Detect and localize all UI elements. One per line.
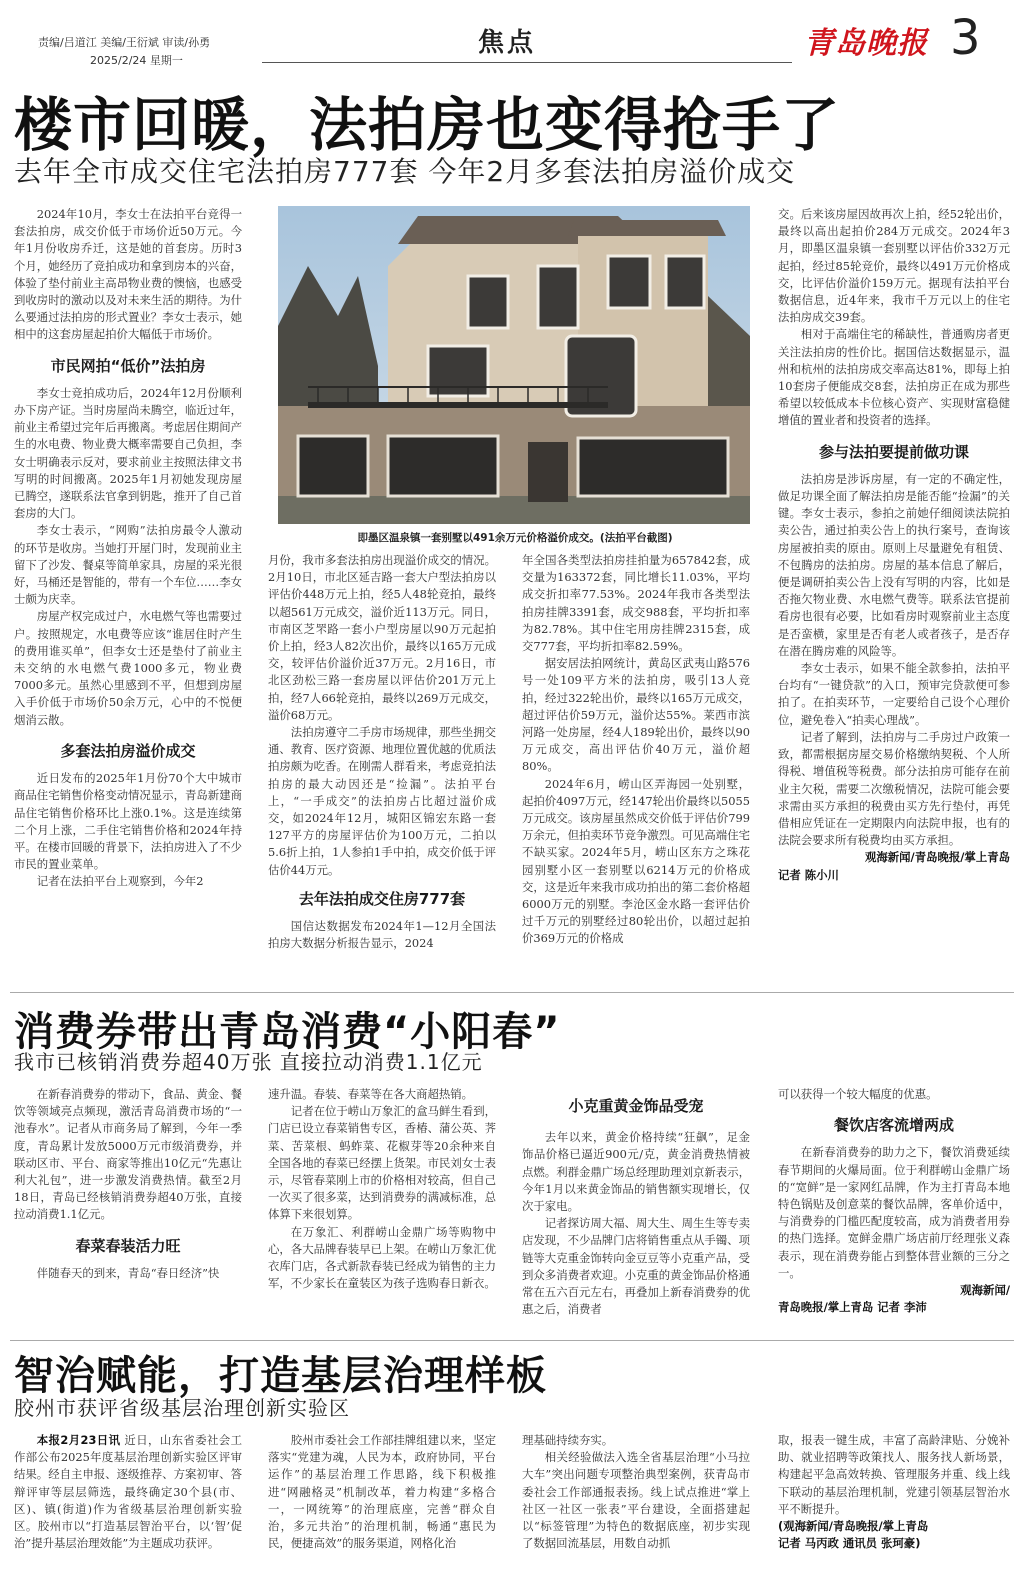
paragraph: 相关经验做法入选全省基层治理“小马拉大车”突出问题专项整治典型案例，获青岛市委社会工作部通报表扬。线上试点推进“掌上社区一社区一张表”平台建设，全面搭建起以“标签管理”为特色的数据底座，初步实现了数据回流基层，用数自动抓 xyxy=(522,1450,750,1551)
story2-column-4 xyxy=(778,1086,1010,1334)
subheadline: 去年全市成交住宅法拍房777套 今年2月多套法拍房溢价成交 xyxy=(14,155,796,188)
subheadline: 胶州市获评省级基层治理创新实验区 xyxy=(14,1396,350,1420)
paragraph: 胶州市委社会工作部挂牌组建以来，坚定落实“党建为魂，人民为本，政府协同，平台运作”的基层治理工作思路，线下积极推进“网融格灵”机制改革，着力构建“多格合一，一网统筹”的治理底座，完善“群众自治，多元共治”的治理机制，畅通“惠民为民，便捷高效”的服务渠道，网格化治 xyxy=(268,1433,496,1551)
section-subhead: 参与法拍要提前做功课 xyxy=(818,442,969,461)
editor-credits: 责编/吕道江 美编/王衍斌 审读/孙勇 xyxy=(38,36,211,49)
byline-reporter: 青岛晚报/掌上青岛 记者 李沛 xyxy=(778,1300,927,1315)
paragraph: 记者在位于崂山万象汇的盒马鲜生看到，门店已设立春菜销售专区，香椿、蒲公英、荠菜、苦菜根、蚂蚱菜、花椒芽等20余种来自全国各地的春菜已经摆上货架。市民刘女士表示，尽管春菜刚上市的价格相对较高，但自己一次买了很多菜，达到消费券的满减标准，总体算下来很划算。 xyxy=(268,1104,496,1222)
lead-paragraph: 在新春消费券的带动下，食品、黄金、餐饮等领域亮点频现，激活青岛消费市场的“一池春水”。记者从市商务局了解到，今年一季度，青岛累计发放5000万元市级消费券，并联动区市、平台、商家等推出10亿元“先惠让利大礼包”，进一步激发消费热情。截至2月18日，青岛已经核销消费券超40万张，直接拉动消费1.1亿元。 xyxy=(14,1087,242,1222)
paragraph: 国信达数据发布2024年1—12月全国法拍房大数据分析报告显示，2024 xyxy=(268,919,496,951)
byline-outlet: (观海新闻/青岛晚报/掌上青岛 xyxy=(778,1519,929,1534)
story1-column-3 xyxy=(522,552,750,982)
story1-column-1 xyxy=(14,206,242,982)
paragraph: 月份，我市多套法拍房出现溢价成交的情况。2月10日，市北区延吉路一套大户型法拍房以评估价448万元上拍，经5人48轮竞拍，最终以超561万元成交，溢价近113万元。同日，市南区芝罘路一套小户型房屋以90万元起拍价上拍，经3人82次出价，最终以165万元成交，较评估价溢价近37万元。2月16日，市北区劲松三路一套房屋以评估价201万元上拍，经7人66轮竞拍，最终以269万元成交，溢价68万元。 xyxy=(268,553,496,722)
paragraph: 交。后来该房屋因故再次上拍，经52轮出价，最终以高出起拍价284万元成交。2024年3月，即墨区温泉镇一套别墅以评估价332万元起拍，经过85轮竞价，最终以491万元价格成交，比评估价溢价159万元。据现有法拍平台数据信息，近4年来，我市千万元以上的住宅法拍房成交39套。 xyxy=(778,207,1010,325)
paragraph: 近日，山东省委社会工作部公布2025年度基层治理创新实验区评审结果。经自主申报、逐级推荐、方案初审、答辩评审等层层筛选，最终确定30个县(市、区)、镇(街道)作为省级基层治理创新实验区。胶州市以“打造基层智治平台，以‘智’促治”提升基层治理效能”为主题成功获评。 xyxy=(14,1433,242,1551)
story3-column-3 xyxy=(522,1432,750,1568)
headline: 智治赋能，打造基层治理样板 xyxy=(14,1353,547,1399)
paragraph: 速升温。春装、春菜等在各大商超热销。 xyxy=(268,1087,474,1101)
paragraph: 去年以来，黄金价格持续“狂飙”，足金饰品价格已逼近900元/克，黄金消费热情被点燃。利群金鼎广场总经理助理刘京新表示，今年1月以来黄金饰品的销售额实现增长，仅次于家电。 xyxy=(522,1130,750,1214)
story1-column-2 xyxy=(268,552,496,982)
issue-date: 2025/2/24 星期一 xyxy=(90,54,183,67)
paragraph: 理基础持续夯实。 xyxy=(522,1433,614,1447)
paragraph: 年全国各类型法拍房挂拍量为657842套，成交量为163372套，同比增长11.03%，平均成交折扣率77.53%。2024年我市各类型法拍房挂牌3391套，成交988套，平均折扣率为82.78%。其中住宅用房挂牌2315套，成交777套，平均折扣率82.59%。 xyxy=(522,553,750,654)
story1-column-4 xyxy=(778,206,1010,982)
villa-photo xyxy=(278,206,750,524)
paragraph: 李女士表示，如果不能全款参拍，法拍平台均有“一键贷款”的入口，预审完贷款便可参拍了。在拍卖环节，一定要给自己设个心理价位，避免卷入“拍卖心理战”。 xyxy=(778,661,1010,727)
paragraph: 近日发布的2025年1月份70个大中城市商品住宅销售价格变动情况显示，青岛新建商品住宅销售价格环比上涨0.1%。这是连续第二个月上涨，二手住宅销售价格和2024年持平。在楼市回暖的背景下，法拍房进入了不少市民的置业菜单。 xyxy=(14,771,242,872)
section-subhead: 小克重黄金饰品受宠 xyxy=(568,1098,704,1115)
paragraph: 据安居法拍网统计，黄岛区武夷山路576号一处109平方米的法拍房，吸引13人竞拍，经过322轮出价，最终以165万元成交，超过评估价59万元，溢价达55%。莱西市滨河路一处房屋，经4人189轮出价，最终以90万元成交，高出评估价40万元，溢价超80%。 xyxy=(522,656,750,774)
paragraph: 可以获得一个较大幅度的优惠。 xyxy=(778,1087,938,1101)
masthead-logo: 青岛晚报 xyxy=(804,26,928,61)
story2-column-1 xyxy=(14,1086,242,1334)
paragraph: 法拍房遵守二手房市场规律，那些坐拥交通、教育、医疗资源、地理位置优越的优质法拍房颇为吃香。在刚需人群看来，考虑竞拍法拍房的最大动因还是“捡漏”。法拍平台上，“一手成交”的法拍房占比超过溢价成交，如2024年12月，城阳区锦宏东路一套127平方的房屋评估价为100万元，二拍以5.6折上拍，1人参拍1手中拍，成交价低于评估价44万元。 xyxy=(268,725,496,877)
paragraph: 法拍房是涉诉房屋，有一定的不确定性，做足功课全面了解法拍房是能否能“捡漏”的关键。李女士表示，参拍之前她仔细阅读法院拍卖公告，通过拍卖公告上的执行案号，查询该房屋被拍卖的原由。原则上尽量避免有租赁、不包腾房的法拍房。房屋的基本信息了解后，便是调研拍卖公告上没有写明的内容，比如是否拖欠物业费、水电燃气费等。联系法官提前看房也很有必要，比如看房时观察前业主态度是否蛮横，家里是否有老人或者孩子，是否存在潜在腾房难的风险等。 xyxy=(778,471,1010,658)
story-divider xyxy=(10,992,1014,993)
story2-column-3 xyxy=(522,1098,750,1334)
section-subhead: 春菜春装活力旺 xyxy=(75,1236,181,1255)
section-subhead: 市民网拍“低价”法拍房 xyxy=(50,356,206,375)
story3-column-4 xyxy=(778,1432,1010,1568)
paragraph: 李女士表示，“网购”法拍房最令人激动的环节是收房。当她打开屋门时，发现前业主留下了沙发、餐桌等简单家具，房屋的采光很好，马桶还是智能的，带有一个车位……李女士颇为庆幸。 xyxy=(14,523,242,607)
paragraph: 伴随春天的到来，青岛“春日经济”快 xyxy=(36,1265,220,1280)
header-divider xyxy=(262,62,792,63)
section-subhead: 去年法拍成交住房777套 xyxy=(298,889,466,908)
story-divider xyxy=(10,1340,1014,1341)
paragraph: 记者在法拍平台上观察到，今年2 xyxy=(36,874,204,889)
byline-outlet: 观海新闻/ xyxy=(960,1283,1010,1298)
section-title: 焦点 xyxy=(478,28,537,58)
dateline: 本报2月23日讯 xyxy=(36,1433,121,1447)
story2-column-2 xyxy=(268,1086,496,1334)
byline-reporter: 记者 马丙政 通讯员 张珂豪) xyxy=(778,1536,921,1551)
page-number: 3 xyxy=(950,10,981,66)
section-subhead: 餐饮店客流增两成 xyxy=(833,1116,954,1135)
paragraph: 记者了解到，法拍房与二手房过户政策一致，都需根据房屋交易价格缴纳契税、个人所得税、增值税等税费。部分法拍房可能存在前业主欠税，需要二次缴税情况，法院可能会要求需由买方承担的税费由买方先行垫付，再凭借相应凭证在一定期限内向法院申报，也有的法院会要求所有税费均由买方承担。 xyxy=(778,729,1010,848)
lead-paragraph: 2024年10月，李女士在法拍平台竞得一套法拍房，成交价低于市场价近50万元。今年1月份收房乔迁，这是她的首套房。历时3个月，她经历了竞拍成功和拿到房本的兴奋，体验了垫付前业主高昂物业费的懊恼，也感受到收房时的激动以及对未来生活的期待。为什么要通过法拍房的形式置业？李女士表示，她相中的这套房屋起拍价大幅低于市场价。 xyxy=(14,207,242,342)
photo-caption: 即墨区温泉镇一套别墅以491余万元价格溢价成交。(法拍平台截图) xyxy=(357,532,673,544)
subheadline: 我市已核销消费券超40万张 直接拉动消费1.1亿元 xyxy=(14,1050,483,1074)
paragraph: 李女士竞拍成功后，2024年12月份顺利办下房产证。当时房屋尚未腾空，临近过年，前业主希望过完年后再搬离。考虑居住期间产生的水电费、物业费大概率需要自己负担，李女士明确表示反对，要求前业主按照法律文书写明的时间搬离。2025年1月初她发现房屋已腾空，遂联系法官拿到钥匙，推开了自己首套房的大门。 xyxy=(14,385,242,521)
byline-reporter: 记者 陈小川 xyxy=(778,867,839,882)
paragraph: 房屋产权完成过户，水电燃气等也需要过户。按照规定，水电费等应该“谁居住时产生的费用谁买单”，但李女士还是垫付了前业主未交纳的水电燃气费1000多元，物业费7000多元。虽然心里感到不平，但想到房屋入手价低于市场价50余万元，心中的不悦便烟消云散。 xyxy=(14,609,242,727)
headline: 楼市回暖，法拍房也变得抢手了 xyxy=(14,91,841,159)
paragraph: 在万象汇、利群崂山金鼎广场等购物中心，各大品牌春装早已上架。在崂山万象汇优衣库门店，各式新款春装已经成为销售的主力军，不少家长在童装区为孩子选购春日新衣。 xyxy=(268,1224,496,1291)
story3-column-1 xyxy=(14,1432,242,1568)
paragraph: 取，报表一键生成，丰富了高龄津贴、分娩补助、就业招聘等政策找人、服务找人新场景，构建起平急高效转换、管理服务并重、线上线下联动的基层治理机制，党建引领基层智治水平不断提升。 xyxy=(778,1433,1010,1516)
byline-outlet: 观海新闻/青岛晚报/掌上青岛 xyxy=(864,850,1010,865)
story3-column-2 xyxy=(268,1432,496,1568)
paragraph: 2024年6月，崂山区弄海园一处别墅，起拍价4097万元，经147轮出价最终以5055万元成交。该房屋虽然成交价低于评估价799万余元，但拍卖环节竞争激烈。可见高端住宅不缺买家。2024年5月，崂山区东方之珠花园别墅小区一套别墅以6214万元的价格成交，这是近年来我市成功拍出的第二套价格超6000万元的别墅。李沧区金水路一套评估价过千万元的别墅经过80轮出价，以超过起拍价369万元的价格成 xyxy=(522,776,750,946)
paragraph: 相对于高端住宅的稀缺性，普通购房者更关注法拍房的性价比。据国信达数据显示，温州和杭州的法拍房成交率高达81%，即每上拍10套房子便能成交8套，法拍房正在成为那些希望以较低成本卡位核心资产、实现财富稳健增值的置业者和投资者的选择。 xyxy=(778,327,1010,428)
headline: 消费券带出青岛消费“小阳春” xyxy=(14,1009,561,1055)
paragraph: 在新春消费券的助力之下，餐饮消费延续春节期间的火爆局面。位于利群崂山金鼎广场的“宽鲜”是一家网红品牌，作为主打青岛本地特色锅贴及创意菜的餐饮品牌，客单价适中，与消费券的门槛匹配度较高，成为消费者用券的热门选择。宽鲜金鼎广场店前厅经理张义森表示，现在消费券能占到整体营业额的三分之一。 xyxy=(778,1145,1010,1280)
paragraph: 记者探访周大福、周大生、周生生等专卖店发现，不少品牌门店将销售重点从手镯、项链等大克重金饰转向金豆豆等小克重产品，受到众多消费者欢迎。小克重的黄金饰品价格通常在五六百元左右，再叠加上新春消费券的优惠之后，消费者 xyxy=(522,1216,750,1317)
section-subhead: 多套法拍房溢价成交 xyxy=(60,741,196,760)
